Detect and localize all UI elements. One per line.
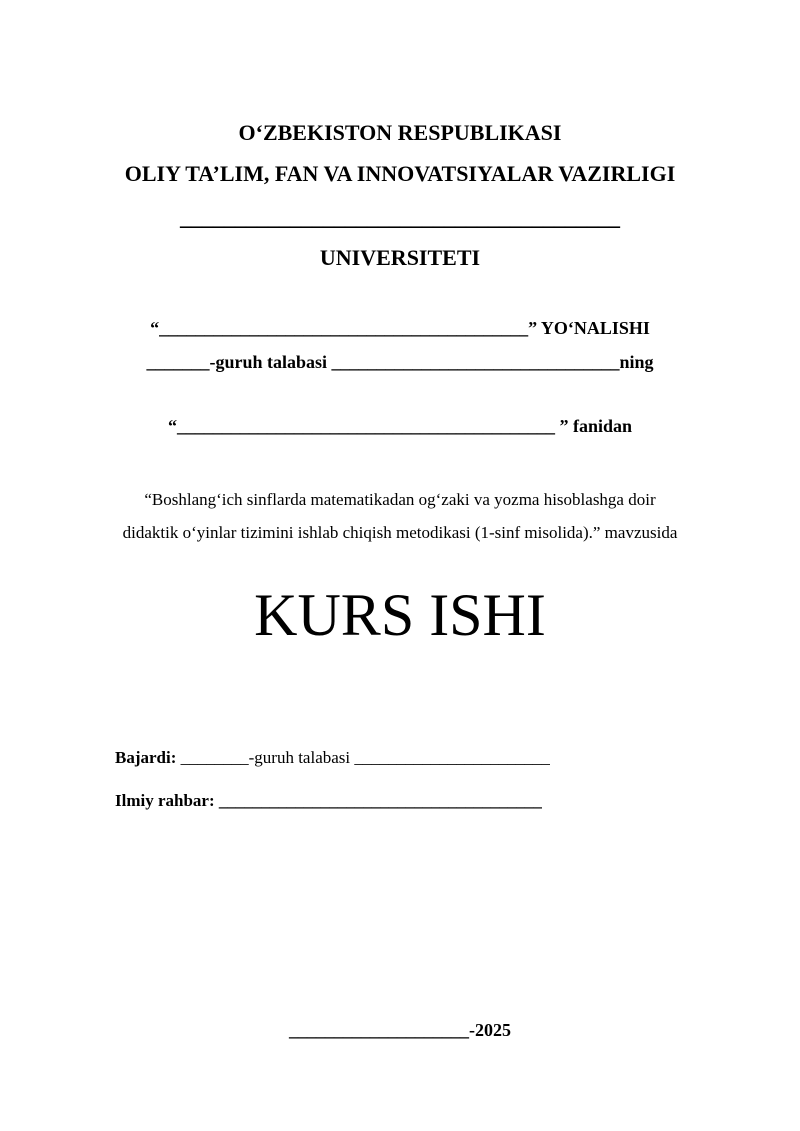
university-label: UNIVERSITETI <box>319 245 481 270</box>
topic-line-1: “Boshlang‘ich sinflarda matematikadan og‘zaki va yozma hisoblashga doir <box>144 490 656 509</box>
subject-line: “__________________________________________ ” fanidan <box>167 416 633 436</box>
supervisor-row <box>115 792 542 809</box>
ministry-heading: OLIY TA’LIM, FAN VA INNOVATSIYALAR VAZIRLIGI <box>124 161 676 186</box>
supervisor-label: Ilmiy rahbar: <box>115 791 215 810</box>
topic-line-2: didaktik o‘yinlar tizimini ishlab chiqish metodikasi (1-sinf misolida).” mavzusida <box>122 523 678 542</box>
performed-by-value: ________-guruh talabasi _______________________ <box>176 748 550 767</box>
university-name-blank: ________________________________________ <box>180 205 620 230</box>
student-group-line: _______-guruh talabasi ________________________________ning <box>146 352 654 372</box>
document-title: KURS ISHI <box>254 582 546 648</box>
performed-by-row <box>115 749 550 766</box>
country-heading: O‘ZBEKISTON RESPUBLIKASI <box>238 120 562 145</box>
direction-line: “_________________________________________” YO‘NALISHI <box>150 318 650 338</box>
performed-by-label: Bajardi: <box>115 748 177 767</box>
year-line: ____________________-2025 <box>289 1020 511 1040</box>
supervisor-value: ______________________________________ <box>214 791 542 810</box>
